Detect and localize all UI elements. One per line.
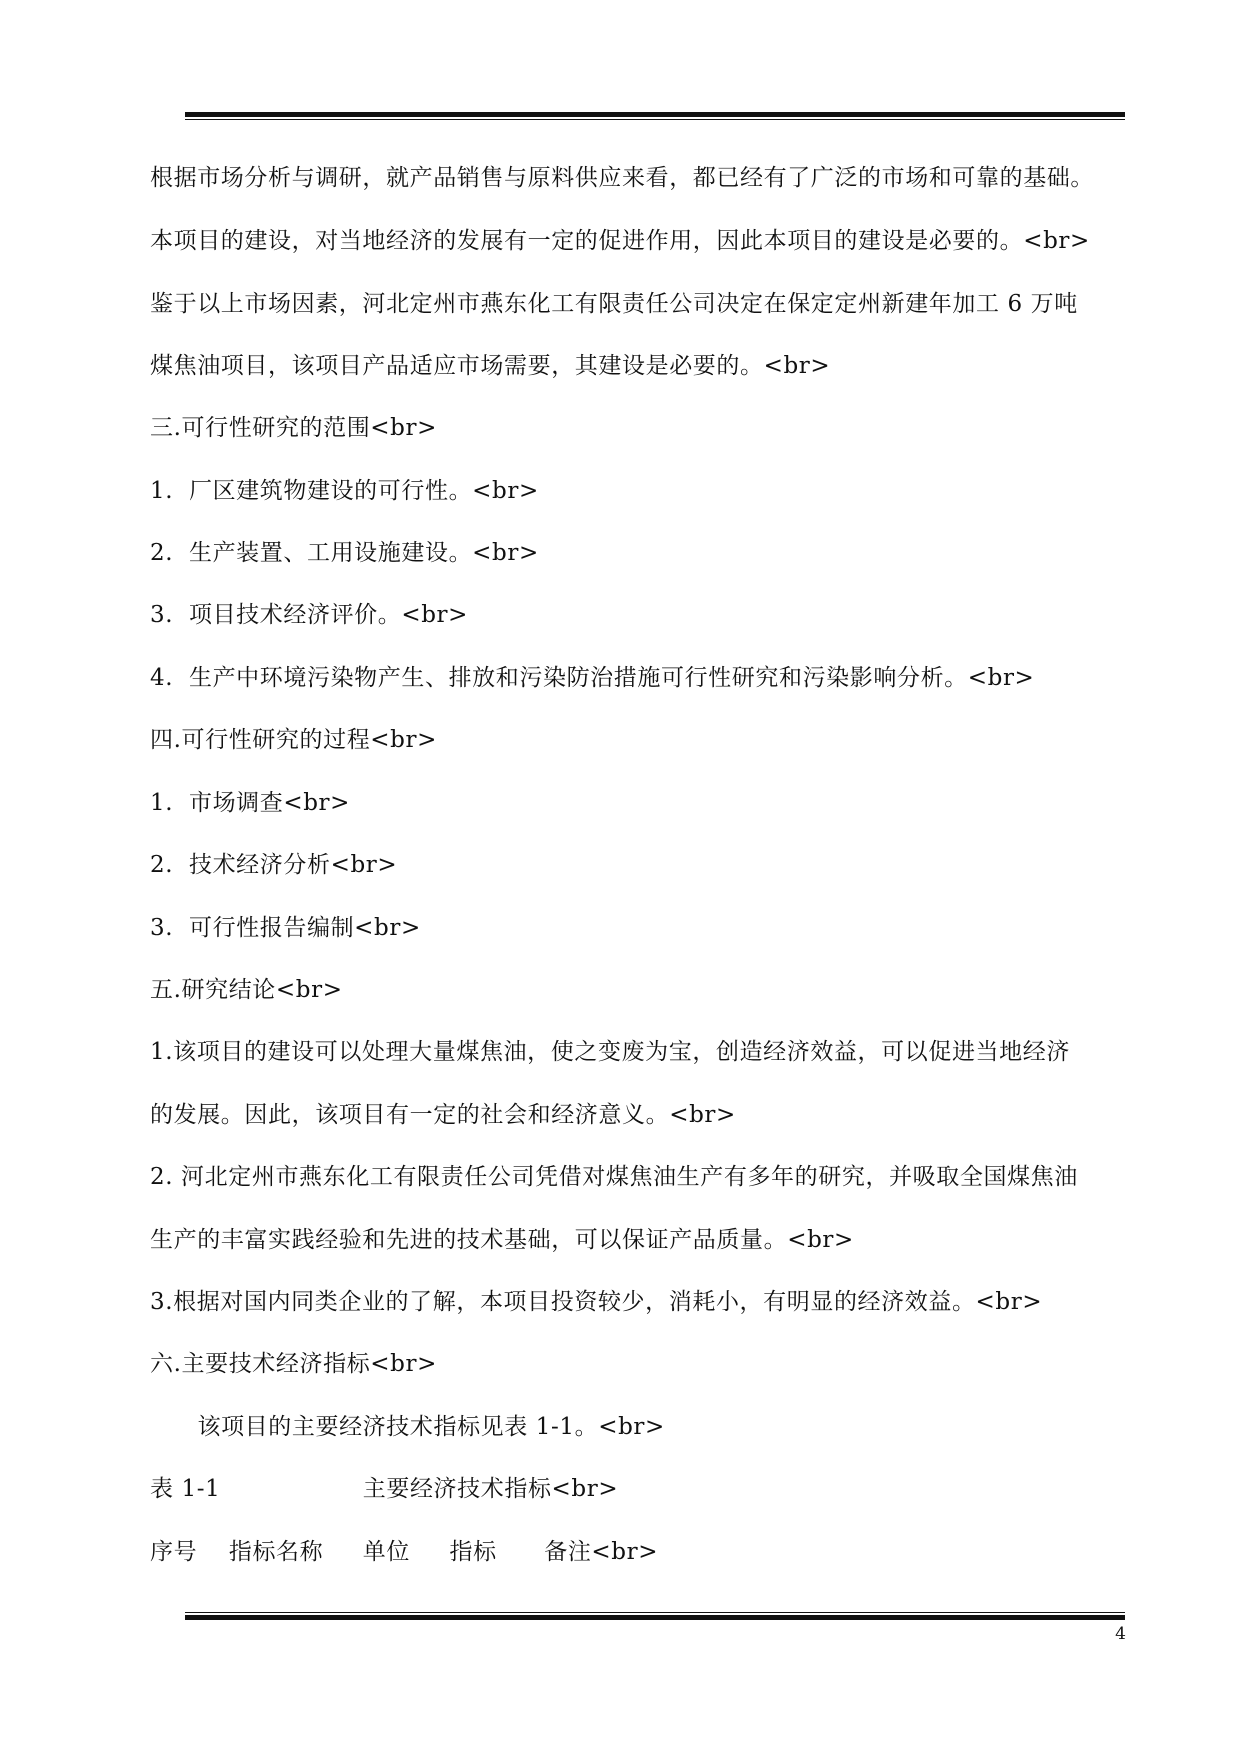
paragraph-line: 本项目的建设，对当地经济的发展有一定的促进作用，因此本项目的建设是必要的。<br> — [150, 228, 1090, 254]
list-item: 1. 厂区建筑物建设的可行性。<br> — [150, 478, 539, 504]
section-heading: 三.可行性研究的范围<br> — [150, 415, 437, 441]
list-item: 2. 生产装置、工用设施建设。<br> — [150, 540, 539, 566]
list-item: 2. 技术经济分析<br> — [150, 852, 398, 878]
list-item: 1. 市场调查<br> — [150, 790, 351, 816]
paragraph-line: 该项目的主要经济技术指标见表 1-1。<br> — [150, 1414, 665, 1440]
table-header-row: 序号 指标名称 单位 指标 备注<br> — [150, 1539, 659, 1565]
page-number: 4 — [1115, 1624, 1126, 1644]
section-heading: 四.可行性研究的过程<br> — [150, 727, 437, 753]
paragraph-line: 生产的丰富实践经验和先进的技术基础，可以保证产品质量。<br> — [150, 1227, 854, 1253]
paragraph-line: 1.该项目的建设可以处理大量煤焦油，使之变废为宝，创造经济效益，可以促进当地经济 — [150, 1039, 1070, 1065]
paragraph-line: 3.根据对国内同类企业的了解，本项目投资较少，消耗小，有明显的经济效益。<br> — [150, 1289, 1043, 1315]
paragraph-line: 鉴于以上市场因素，河北定州市燕东化工有限责任公司决定在保定定州新建年加工 6 万吨 — [150, 291, 1078, 317]
paragraph-line: 的发展。因此，该项目有一定的社会和经济意义。<br> — [150, 1102, 736, 1128]
list-item: 3. 可行性报告编制<br> — [150, 915, 421, 941]
section-heading: 五.研究结论<br> — [150, 977, 343, 1003]
header-rule — [185, 112, 1125, 120]
paragraph-line: 2. 河北定州市燕东化工有限责任公司凭借对煤焦油生产有多年的研究，并吸取全国煤焦油 — [150, 1164, 1078, 1190]
list-item: 4. 生产中环境污染物产生、排放和污染防治措施可行性研究和污染影响分析。<br> — [150, 665, 1035, 691]
footer-rule — [185, 1612, 1125, 1620]
table-caption: 表 1-1 主要经济技术指标<br> — [150, 1476, 619, 1502]
list-item: 3. 项目技术经济评价。<br> — [150, 602, 469, 628]
section-heading: 六.主要技术经济指标<br> — [150, 1351, 437, 1377]
paragraph-line: 煤焦油项目，该项目产品适应市场需要，其建设是必要的。<br> — [150, 353, 831, 379]
paragraph-line: 根据市场分析与调研，就产品销售与原料供应来看，都已经有了广泛的市场和可靠的基础。 — [150, 165, 1094, 191]
